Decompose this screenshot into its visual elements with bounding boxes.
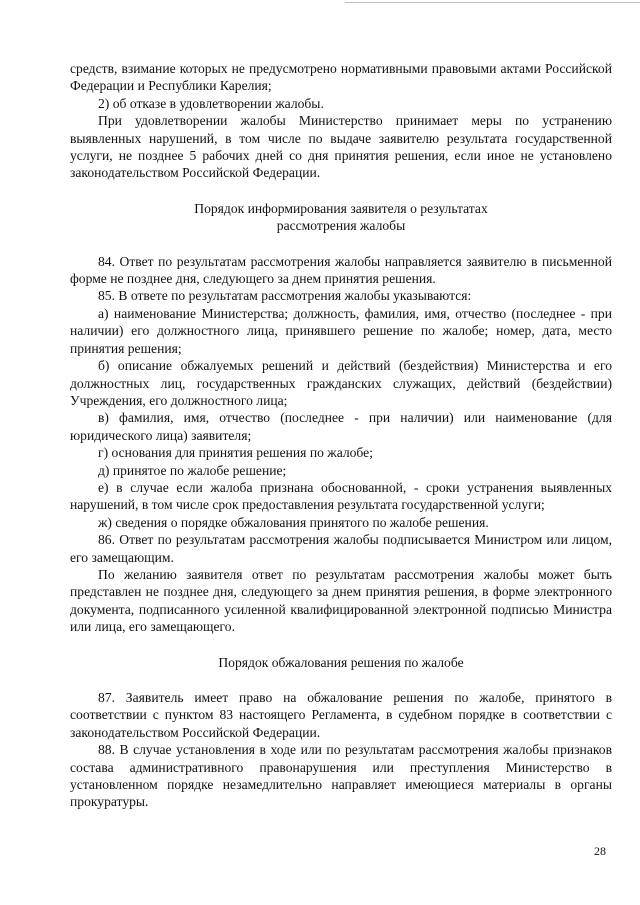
section-heading	[70, 200, 612, 235]
paragraph: По желанию заявителя ответ по результатам рассмотрения жалобы может быть представлен не позднее дня, следующего за днем принятия решения, в форме электронного документа, подписанного усиленной квалифицированной электронной подписью Министра или лица, его замещающего.	[70, 566, 612, 635]
paragraph: 84. Ответ по результатам рассмотрения жалобы направляется заявителю в письменной форме не позднее дня, следующего за днем принятия решения.	[70, 253, 612, 287]
paragraph: д) принятое по жалобе решение;	[98, 462, 287, 478]
top-rule	[345, 2, 640, 3]
section-heading-line: рассмотрения жалобы	[276, 218, 406, 234]
paragraph: 2) об отказе в удовлетворении жалобы.	[98, 95, 324, 111]
paragraph: е) в случае если жалоба признана обоснованной, - сроки устранения выявленных нарушений, в том числе срок предоставления результата государственной услуги;	[70, 479, 612, 513]
section-heading-line: Порядок информирования заявителя о результатах	[194, 200, 488, 216]
paragraph: 87. Заявитель имеет право на обжалование решения по жалобе, принятого в соответствии с пунктом 83 настоящего Регламента, в судебном порядке в соответствии с законодательством Российской Федерации.	[70, 690, 612, 740]
paragraph: 88. В случае установления в ходе или по результатам рассмотрения жалобы признаков состава административного правонарушения или преступления Министерство в установленном порядке незамедлительно направляет имеющиеся материалы в органы прокуратуры.	[70, 742, 612, 810]
paragraph: г) основания для принятия решения по жалобе;	[98, 445, 373, 461]
section-heading-line: Порядок обжалования решения по жалобе	[218, 654, 464, 670]
paragraph: б) описание обжалуемых решений и действий (бездействия) Министерства и его должностных лиц, государственных гражданских служащих, действий (бездействии) Учреждения, его должностного лица;	[70, 358, 612, 408]
paragraph: 85. В ответе по результатам рассмотрения жалобы указываются:	[98, 288, 472, 304]
paragraph: в) фамилия, имя, отчество (последнее - при наличии) или наименование (для юридического лица) заявителя;	[70, 410, 612, 443]
paragraph: а) наименование Министерства; должность, фамилия, имя, отчество (последнее - при наличии) его должностного лица, принявшего решение по жалобе; номер, дата, место принятия решения;	[70, 305, 612, 356]
section-heading	[70, 654, 612, 671]
page-number: 28	[594, 844, 606, 858]
document-body	[70, 60, 612, 811]
paragraph: средств, взимание которых не предусмотрено нормативными правовыми актами Российской Федерации и Республики Карелия;	[70, 61, 612, 94]
paragraph: 86. Ответ по результатам рассмотрения жалобы подписывается Министром или лицом, его замещающим.	[70, 532, 612, 565]
paragraph: При удовлетворении жалобы Министерство принимает меры по устранению выявленных нарушений, в том числе по выдаче заявителю результата государственной услуги, не позднее 5 рабочих дней со дня принятия решения, если иное не установлено законодательством Российской Федерации.	[70, 113, 612, 181]
paragraph: ж) сведения о порядке обжалования принятого по жалобе решения.	[98, 514, 489, 530]
